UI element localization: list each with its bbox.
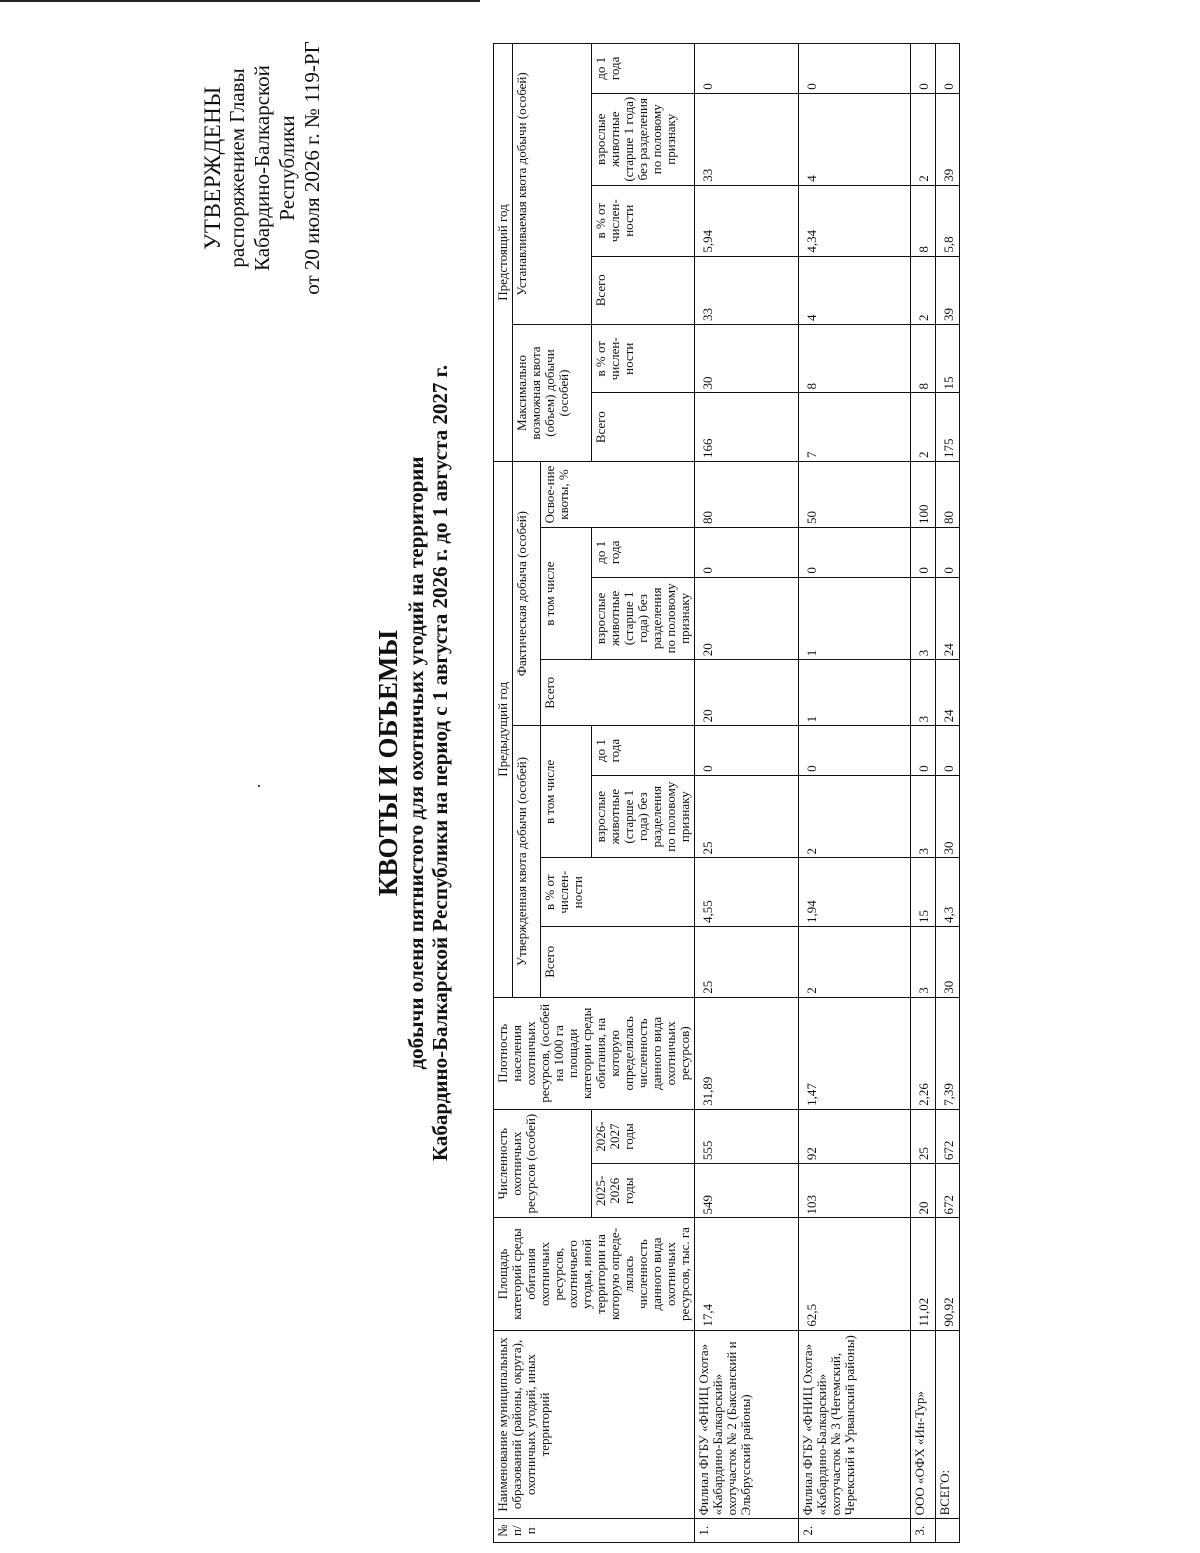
col-header-density: Плотность населения охотничьих ресурсов, (особей на 1000 га площади категории среды обитания, на которую определялась численность данного вида охотничьих ресурсов) [494,997,695,1109]
col-header-next-year: Предстоящий год [494,44,513,462]
col-header-sq-total: Всего [592,256,695,324]
row-aq-pct: 15 [911,858,936,926]
col-header-pop-2026: 2026-2027 годы [592,1109,695,1163]
table-row-total [936,44,960,1543]
row-mq-pct: 15 [936,325,960,393]
col-header-approved-quota: Утвержденная квота добычи (особей) [513,726,541,997]
col-header-ah-adults: взрослые животные (старше 1 года) без разделения по половому признаку [592,577,695,660]
row-sq-under1: 0 [799,44,911,94]
row-aq-adults: 25 [695,775,799,858]
col-header-num: № п/п [494,1519,695,1543]
col-header-sq-adults: взрослые животные (старше 1 года) без разделения по половому признаку [592,93,695,185]
col-header-max-quota: Максимально возможная квота (объем) добычи (особей) [513,325,592,462]
row-ah-adults: 24 [936,577,960,660]
row-area: 90,92 [936,1218,960,1330]
row-ah-total: 24 [936,660,960,726]
row-aq-total: 3 [911,926,936,997]
col-header-area: Площадь категорий среды обитания охотничьих ресурсов, охотничьего угодья, иной территории на которую опреде-лялась численность данного вида охотничьих ресурсов, тыс. га [494,1218,695,1330]
col-header-aq-under1: до 1 года [592,726,695,776]
row-sq-pct: 8 [911,185,936,256]
row-sq-under1: 0 [911,44,936,94]
row-aq-adults: 30 [936,775,960,858]
row-mq-pct: 8 [911,325,936,393]
row-aq-adults: 3 [911,775,936,858]
row-mq-total: 175 [936,393,960,461]
row-ah-under1: 0 [799,528,911,578]
row-name: ООО «ОФХ «Ин-Тур» [911,1330,936,1519]
row-num: 3. [911,1519,936,1543]
col-header-aq-adults: взрослые животные (старше 1 года) без разделения по половому признаку [592,775,695,858]
row-aq-pct: 4,55 [695,858,799,926]
row-aq-pct: 4,3 [936,858,960,926]
document-subtitle-1: добычи оленя пятнистого для охотничьих угодий на территории [404,456,428,1070]
row-sq-pct: 4,34 [799,185,911,256]
row-mastery: 80 [695,461,799,527]
row-pop-next: 672 [936,1109,960,1163]
row-pop-prev: 20 [911,1164,936,1218]
approval-stamp-block [200,18,325,318]
row-sq-adults: 39 [936,93,960,185]
col-header-mq-total: Всего [592,393,695,461]
col-header-actual-harvest: Фактическая добыча (особей) [513,461,541,725]
row-mq-pct: 8 [799,325,911,393]
row-sq-pct: 5,8 [936,185,960,256]
row-aq-adults: 2 [799,775,911,858]
row-ah-under1: 0 [911,528,936,578]
row-num: 2. [799,1519,911,1543]
row-mq-pct: 30 [695,325,799,393]
row-sq-adults: 2 [911,93,936,185]
row-sq-total: 39 [936,256,960,324]
document-title: КВОТЫ И ОБЪЕМЫ [373,629,403,897]
row-name: ВСЕГО: [936,1330,960,1519]
col-header-ah-total: Всего [541,660,695,726]
row-sq-total: 4 [799,256,911,324]
row-mastery: 80 [936,461,960,527]
row-sq-total: 2 [911,256,936,324]
col-header-mq-pct: в % от числен-ности [592,325,695,393]
col-header-population: Численность охотничьих ресурсов (особей) [494,1109,592,1218]
header-row-1 [494,44,513,1543]
table-row [695,44,799,1543]
col-header-sq-under1: до 1 года [592,44,695,94]
row-sq-under1: 0 [936,44,960,94]
col-header-name: Наименование муниципальных образований (районы, округа), охотничьих угодий, иных территорий [494,1330,695,1519]
row-pop-next: 25 [911,1109,936,1163]
row-sq-under1: 0 [695,44,799,94]
row-sq-adults: 33 [695,93,799,185]
row-pop-prev: 103 [799,1164,911,1218]
col-header-sq-pct: в % от числен-ности [592,185,695,256]
row-name: Филиал ФГБУ «ФНИЦ Охота» «Кабардино-Балкарский» охотучасток № 2 (Баксанский и Эльбрусский районы) [695,1330,799,1519]
row-mastery: 100 [911,461,936,527]
row-aq-under1: 0 [936,726,960,776]
row-ah-adults: 1 [799,577,911,660]
row-mq-total: 166 [695,393,799,461]
row-density: 7,39 [936,997,960,1109]
col-header-aq-total: Всего [541,926,695,997]
quota-table [493,43,960,1543]
row-name: Филиал ФГБУ «ФНИЦ Охота» «Кабардино-Балкарский» охотучасток № 3 (Чегемский, Черекский и Урванский районы) [799,1330,911,1519]
document-heading [372,53,452,1473]
col-header-ah-in-that: в том числе [541,528,592,660]
table-row [799,44,911,1543]
row-aq-pct: 1,94 [799,858,911,926]
row-ah-under1: 0 [695,528,799,578]
document-subtitle-2: Кабардино-Балкарской Республики на период с 1 августа 2026 г. до 1 августа 2027 г. [428,364,452,1162]
row-ah-adults: 20 [695,577,799,660]
row-area: 17,4 [695,1218,799,1330]
row-aq-under1: 0 [695,726,799,776]
row-pop-prev: 672 [936,1164,960,1218]
approval-line-2: распоряжением Главы [225,68,249,268]
row-aq-total: 25 [695,926,799,997]
row-sq-adults: 4 [799,93,911,185]
row-ah-under1: 0 [936,528,960,578]
row-aq-under1: 0 [911,726,936,776]
row-ah-total: 1 [799,660,911,726]
row-aq-under1: 0 [799,726,911,776]
row-sq-pct: 5,94 [695,185,799,256]
col-header-prev-year: Предыдущий год [494,461,513,997]
col-header-ah-under1: до 1 года [592,528,695,578]
row-aq-total: 30 [936,926,960,997]
row-num: 1. [695,1519,799,1543]
row-density: 2,26 [911,997,936,1109]
approval-line-4: от 20 июля 2026 г. № 119-РГ [300,41,324,295]
row-density: 1,47 [799,997,911,1109]
row-mastery: 50 [799,461,911,527]
row-mq-total: 7 [799,393,911,461]
table-row [911,44,936,1543]
col-header-mastery: Освое-ние квоты, % [541,461,695,527]
approval-title: УТВЕРЖДЕНЫ [200,86,225,250]
col-header-aq-pct: в % от числен-ности [541,858,695,926]
row-mq-total: 2 [911,393,936,461]
row-area: 11,02 [911,1218,936,1330]
row-pop-prev: 549 [695,1164,799,1218]
row-area: 62,5 [799,1218,911,1330]
row-density: 31,89 [695,997,799,1109]
row-ah-adults: 3 [911,577,936,660]
row-aq-total: 2 [799,926,911,997]
row-pop-next: 92 [799,1109,911,1163]
row-num [936,1519,960,1543]
col-header-set-quota: Устанавливаемая квота добычи (особей) [513,44,592,325]
col-header-pop-2025: 2025-2026 годы [592,1164,695,1218]
row-sq-total: 33 [695,256,799,324]
col-header-aq-in-that: в том числе [541,726,592,858]
row-pop-next: 555 [695,1109,799,1163]
approval-line-3: Кабардино-Балкарской Республики [250,65,299,271]
row-ah-total: 20 [695,660,799,726]
row-ah-total: 3 [911,660,936,726]
